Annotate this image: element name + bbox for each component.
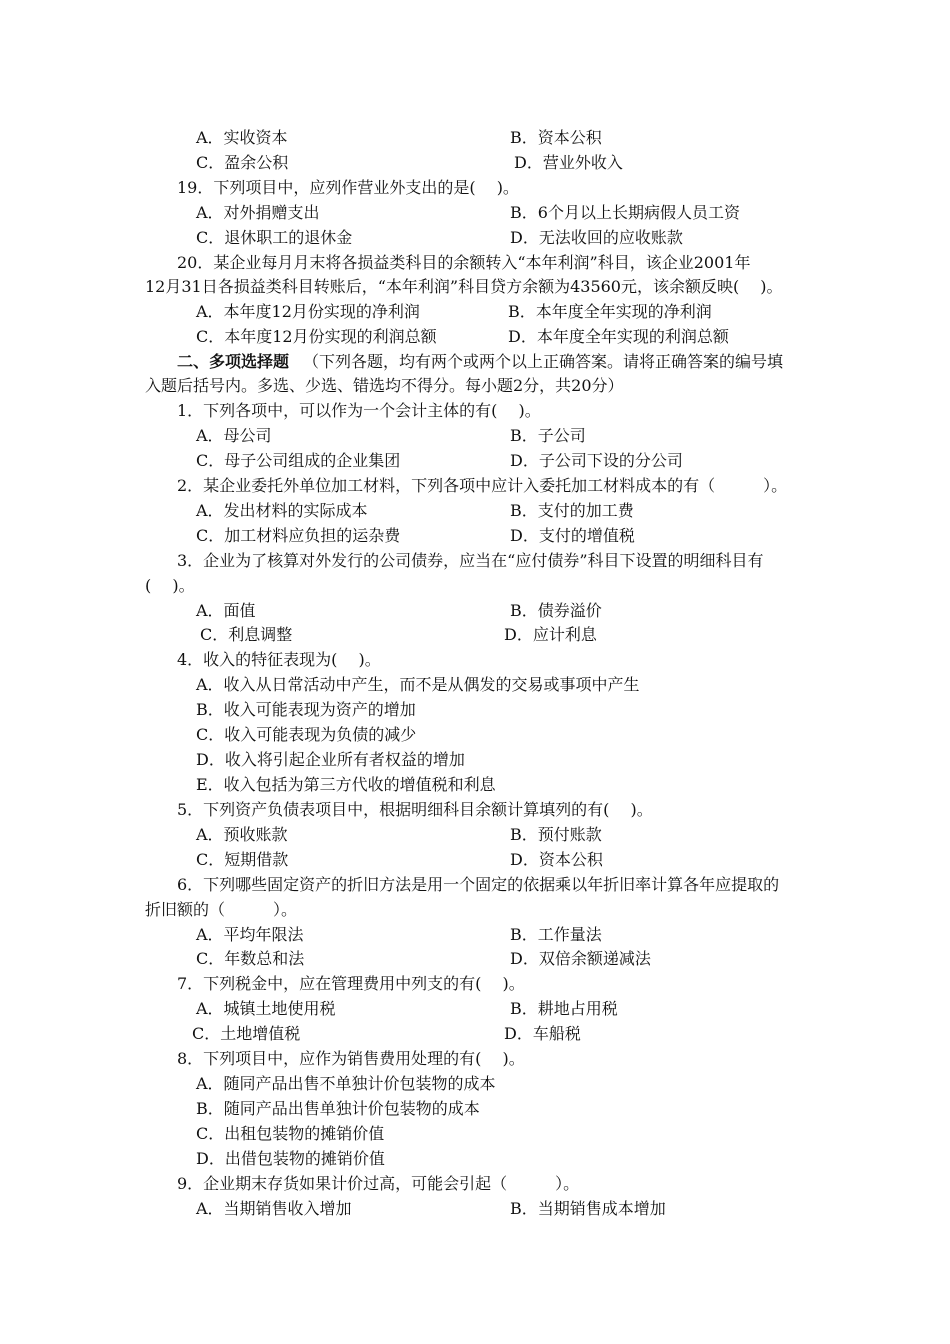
question-19-stem: 19．下列项目中，应列作营业外支出的是( )。 (177, 178, 519, 197)
question-options-row (0, 498, 950, 523)
question-option (0, 722, 950, 747)
question-stem (0, 797, 950, 822)
option-d: D．支付的增值税 (510, 526, 635, 545)
question-stem (0, 548, 950, 573)
question-option (0, 1121, 950, 1146)
question-options-row (0, 448, 950, 473)
question-options-row (0, 523, 950, 548)
section-heading (0, 349, 950, 374)
question-options-row (0, 946, 950, 971)
question-stem-continued (0, 274, 950, 299)
question-options-row (0, 847, 950, 872)
question-options-row (0, 996, 950, 1021)
option-c: C．母子公司组成的企业集团 (196, 451, 401, 470)
question-options-row (0, 1196, 950, 1221)
question-stem-continued (0, 897, 950, 922)
question-options-row (0, 622, 950, 647)
option-a: A．面值 (196, 601, 256, 620)
option-a: A．随同产品出售不单独计价包装物的成本 (196, 1074, 496, 1093)
question-stem (0, 473, 950, 498)
option-a: A．母公司 (196, 426, 272, 445)
question-option (0, 1096, 950, 1121)
multi-question-9-stem: 9．企业期末存货如果计价过高，可能会引起（ ）。 (177, 1174, 580, 1193)
question-stem (0, 872, 950, 897)
multi-question-2-stem: 2．某企业委托外单位加工材料，下列各项中应计入委托加工材料成本的有（ ）。 (177, 476, 788, 495)
question-20-stem: 20．某企业每月月末将各损益类科目的余额转入“本年利润”科目，该企业2001年 (177, 253, 751, 272)
option-b: B．本年度全年实现的净利润 (508, 302, 712, 321)
multi-question-6-stem-2: 折旧额的（ ）。 (145, 900, 298, 919)
question-options-row (0, 200, 950, 225)
multi-question-1-stem: 1．下列各项中，可以作为一个会计主体的有( )。 (177, 401, 541, 420)
option-b: B．6个月以上长期病假人员工资 (510, 203, 740, 222)
question-options-row (0, 225, 950, 250)
question-stem (0, 647, 950, 672)
option-a: A．平均年限法 (196, 925, 304, 944)
section-title: 二、多项选择题 (177, 352, 290, 371)
option-a: A．预收账款 (196, 825, 288, 844)
section-intro: （下列各题，均有两个或两个以上正确答案。请将正确答案的编号填 (303, 352, 784, 371)
question-options-row (0, 1021, 950, 1046)
option-c: C．收入可能表现为负债的减少 (196, 725, 417, 744)
multi-question-3-stem-2: ( )。 (145, 576, 195, 595)
question-option (0, 697, 950, 722)
question-options-row (0, 822, 950, 847)
question-options-row (0, 423, 950, 448)
option-d: D．双倍余额递减法 (510, 949, 651, 968)
option-e: E．收入包括为第三方代收的增值税和利息 (196, 775, 496, 794)
option-a: A．发出材料的实际成本 (196, 501, 368, 520)
option-c: C．本年度12月份实现的利润总额 (196, 327, 437, 346)
option-a: A．城镇土地使用税 (196, 999, 336, 1018)
option-b: B．收入可能表现为资产的增加 (196, 700, 416, 719)
option-b: B．预付账款 (510, 825, 602, 844)
option-d: D．无法收回的应收账款 (510, 228, 683, 247)
option-d: D．资本公积 (510, 850, 603, 869)
option-d: D．子公司下设的分公司 (510, 451, 683, 470)
question-stem-continued (0, 573, 950, 598)
question-stem (0, 398, 950, 423)
option-b: B．耕地占用税 (510, 999, 618, 1018)
question-option (0, 672, 950, 697)
question-option (0, 747, 950, 772)
option-c: C．短期借款 (196, 850, 289, 869)
option-b: B．子公司 (510, 426, 586, 445)
question-stem (0, 971, 950, 996)
question-stem (0, 1046, 950, 1071)
option-a: A．实收资本 (196, 128, 288, 147)
question-stem (0, 250, 950, 275)
option-d: D．营业外收入 (514, 153, 623, 172)
multi-question-6-stem: 6．下列哪些固定资产的折旧方法是用一个固定的依据乘以年折旧率计算各年应提取的 (177, 875, 780, 894)
option-b: B．资本公积 (510, 128, 602, 147)
question-option (0, 1146, 950, 1171)
option-c: C．退休职工的退休金 (196, 228, 353, 247)
question-options-row (0, 150, 950, 175)
question-20-stem-2: 12月31日各损益类科目转账后，“本年利润”科目贷方余额为43560元，该余额反映( )。 (145, 277, 783, 296)
option-b: B．工作量法 (510, 925, 602, 944)
option-c: C．土地增值税 (192, 1024, 301, 1043)
multi-question-8-stem: 8．下列项目中，应作为销售费用处理的有( )。 (177, 1049, 525, 1068)
option-d: D．车船税 (504, 1024, 581, 1043)
option-b: B．当期销售成本增加 (510, 1199, 666, 1218)
option-b: B．支付的加工费 (510, 501, 634, 520)
question-stem (0, 175, 950, 200)
option-a: A．本年度12月份实现的净利润 (196, 302, 420, 321)
question-options-row (0, 125, 950, 150)
section-intro-2: 入题后括号内。多选、少选、错选均不得分。每小题2分，共20分） (145, 376, 624, 395)
option-d: D．本年度全年实现的利润总额 (508, 327, 729, 346)
question-stem (0, 1171, 950, 1196)
option-c: C．盈余公积 (196, 153, 289, 172)
multi-question-5-stem: 5．下列资产负债表项目中，根据明细科目余额计算填列的有( )。 (177, 800, 653, 819)
question-options-row (0, 324, 950, 349)
multi-question-7-stem: 7．下列税金中，应在管理费用中列支的有( )。 (177, 974, 525, 993)
multi-question-3-stem: 3．企业为了核算对外发行的公司债券，应当在“应付债券”科目下设置的明细科目有 (177, 551, 764, 570)
option-d: D．出借包装物的摊销价值 (196, 1149, 385, 1168)
option-c: C．出租包装物的摊销价值 (196, 1124, 385, 1143)
question-options-row (0, 922, 950, 947)
option-a: A．收入从日常活动中产生，而不是从偶发的交易或事项中产生 (196, 675, 640, 694)
question-options-row (0, 598, 950, 623)
option-b: B．债券溢价 (510, 601, 602, 620)
option-a: A．对外捐赠支出 (196, 203, 320, 222)
question-option (0, 772, 950, 797)
section-intro-continued (0, 373, 950, 398)
option-c: C．利息调整 (200, 625, 293, 644)
question-options-row (0, 299, 950, 324)
option-c: C．加工材料应负担的运杂费 (196, 526, 401, 545)
multi-question-4-stem: 4．收入的特征表现为( )。 (177, 650, 381, 669)
option-d: D．应计利息 (504, 625, 597, 644)
option-c: C．年数总和法 (196, 949, 305, 968)
option-a: A．当期销售收入增加 (196, 1199, 352, 1218)
option-d: D．收入将引起企业所有者权益的增加 (196, 750, 465, 769)
option-b: B．随同产品出售单独计价包装物的成本 (196, 1099, 480, 1118)
question-option (0, 1071, 950, 1096)
